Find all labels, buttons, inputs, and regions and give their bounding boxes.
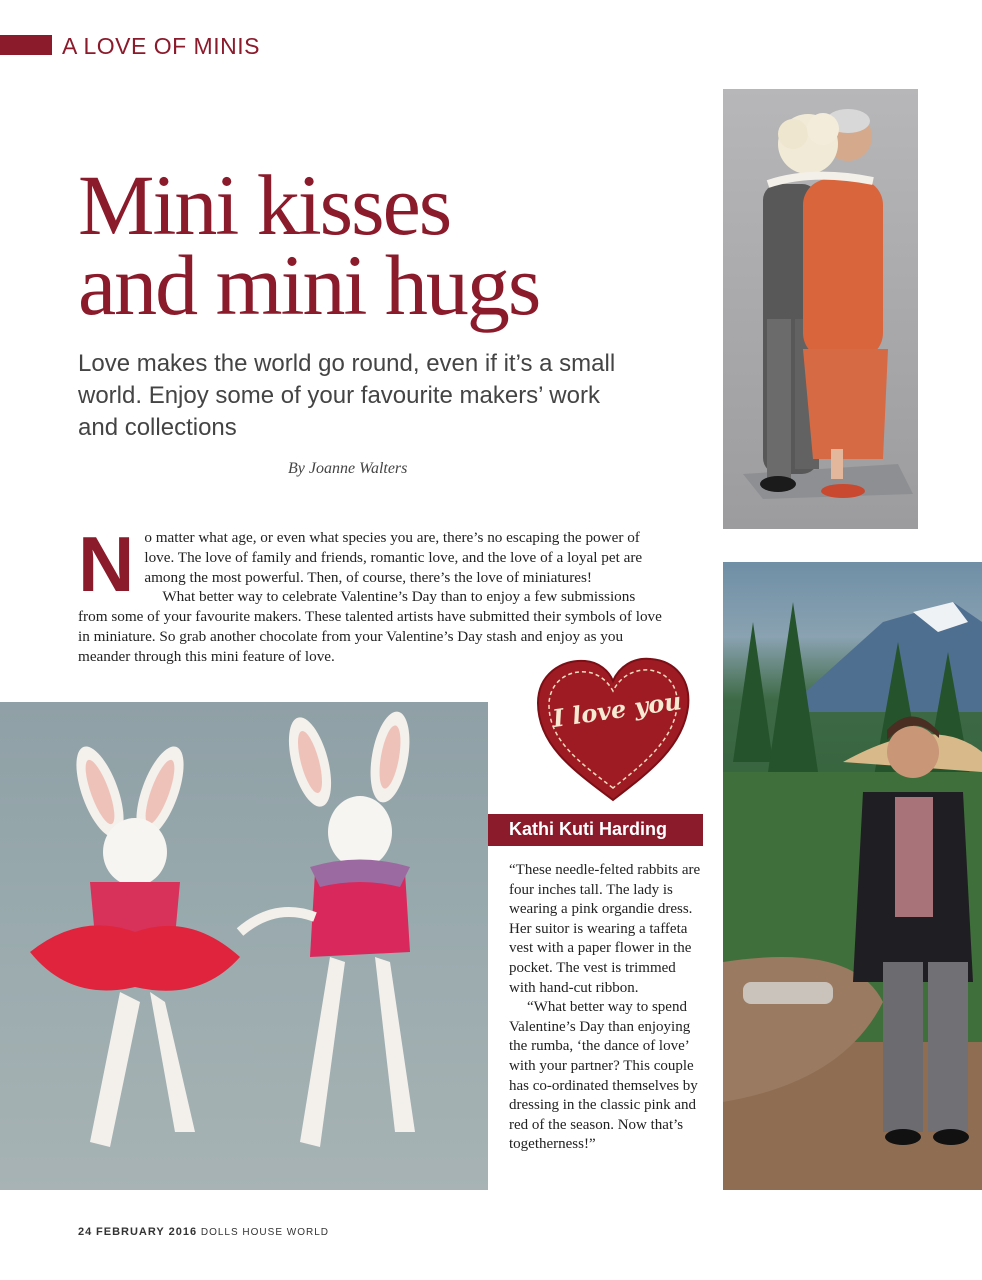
maker-description <box>509 861 704 1155</box>
issue-date: FEBRUARY 2016 <box>96 1226 198 1238</box>
heart-badge <box>533 655 693 805</box>
page-number: 24 <box>78 1226 93 1238</box>
maker-name: Kathi Kuti Harding <box>509 819 667 839</box>
section-color-bar <box>0 35 52 55</box>
maker-paragraph-2: “What better way to spend Valentine’s Day than enjoying the rumba, ‘the dance of love’ with your partner? This couple has co-ordinated themselves by dressing in the classic pink and red of the season. Now that’s togetherness!” <box>509 999 698 1153</box>
gentleman-garden-photo <box>723 562 982 1190</box>
maker-paragraph-1: “These needle-felted rabbits are four inches tall. The lady is wearing a pink organdie dress. Her suitor is wearing a taffeta vest with a paper flower in the pocket. The vest is trimmed with hand-cut ribbon. <box>509 862 701 996</box>
heart-badge-text: I love you <box>550 686 684 733</box>
byline: By Joanne Walters <box>288 460 408 477</box>
magazine-name: DOLLS HOUSE WORLD <box>200 1227 329 1238</box>
section-label: A LOVE OF MINIS <box>62 33 260 59</box>
drop-cap: N <box>78 520 135 608</box>
title-line-2: and mini hugs <box>78 237 540 333</box>
intro-paragraph-2: What better way to celebrate Valentine’s Day than to enjoy a few submissions from some of your favourite makers. These talented artists have submitted their symbols of love in miniature. So grab another chocolate from your Valentine’s Day stash and enjoy as you meander through this mini feature of love. <box>78 588 662 665</box>
page-footer <box>78 1226 329 1238</box>
article-subtitle: Love makes the world go round, even if it’s a small world. Enjoy some of your favourite makers’ work and collections <box>78 350 616 441</box>
maker-name-bar <box>488 814 703 846</box>
title-line-1: Mini kisses <box>78 157 451 253</box>
felted-rabbits-photo <box>0 702 488 1190</box>
intro-text <box>78 520 663 667</box>
intro-paragraph-1: o matter what age, or even what species you are, there’s no escaping the power of love. The love of family and friends, romantic love, and the love of a loyal pet are among the most powerful. Then, of course, there’s the love of miniatures! <box>144 529 643 586</box>
couple-dancing-photo <box>723 89 918 529</box>
article-title <box>78 157 718 333</box>
